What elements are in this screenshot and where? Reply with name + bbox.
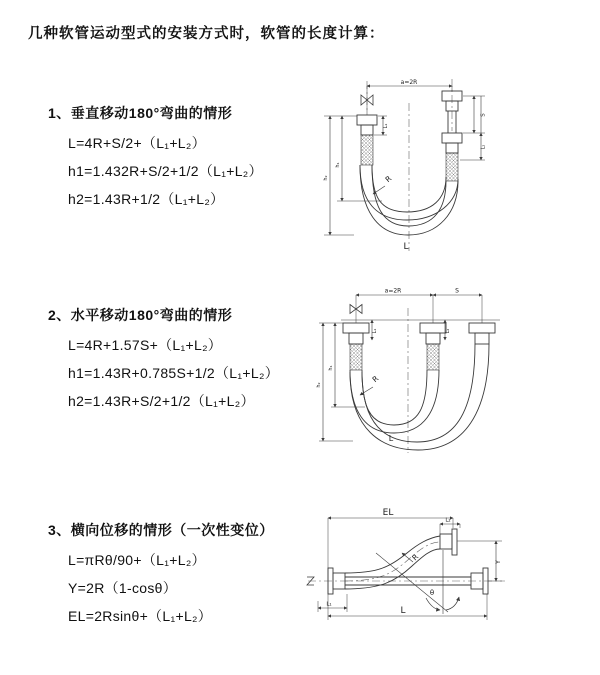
dim-label-l: L: [403, 242, 409, 252]
diagram-lateral-displacement: [300, 498, 600, 660]
section-2-heading: 2、水平移动180°弯曲的情形: [48, 307, 233, 323]
middle-flange: [420, 323, 446, 370]
centerlines: [308, 542, 505, 581]
section-3-heading: 3、横向位移的情形（一次性变位）: [48, 522, 274, 538]
dim-label-l1: L₁: [383, 123, 389, 129]
formula: L=πRθ/90+（L₁+L₂）: [68, 552, 206, 568]
dim-label-y: Y: [494, 560, 502, 564]
section-2-formulas: [68, 335, 279, 411]
dim-label-l2: L₂: [445, 328, 451, 334]
section-3: [48, 520, 274, 634]
dim-label-s: S: [480, 113, 487, 117]
dim-label-l1: L₁: [326, 601, 332, 608]
right-flange-stack: [442, 91, 462, 181]
dim-label-h2: h₂: [323, 175, 329, 181]
dim-label-el: EL: [382, 508, 394, 518]
formula: EL=2Rsinθ+（L₁+L₂）: [68, 608, 213, 624]
formula: L=4R+1.57S+（L₁+L₂）: [68, 337, 223, 353]
upper-flange: [440, 529, 457, 555]
formula: h2=1.43R+S/2+1/2（L₁+L₂）: [68, 393, 255, 409]
dim-label-s: S: [455, 287, 459, 295]
dim-label-l2: L₂: [480, 144, 487, 150]
right-flange: [469, 323, 495, 344]
formula: L=4R+S/2+（L₁+L₂）: [68, 135, 206, 151]
dim-label-a2r: a=2R: [400, 79, 418, 86]
dim-label-r: R: [383, 173, 394, 185]
diagram-horizontal-180-bend: [305, 283, 600, 459]
diagram-vertical-180-bend: [310, 73, 585, 265]
dim-label-l: L: [400, 606, 406, 616]
dimension-lines: [324, 86, 485, 235]
dim-label-h2: h₂: [316, 382, 322, 388]
dimension-lines: [318, 518, 502, 620]
dim-label-l: L: [388, 434, 394, 443]
hose-u-loops: [350, 344, 489, 450]
section-3-formulas: [68, 550, 274, 626]
dim-label-l1: L₁: [372, 328, 378, 334]
section-2: [48, 305, 279, 419]
dim-label-a2r: a=2R: [384, 287, 402, 295]
dim-label-r: R: [410, 552, 421, 563]
dim-label-h1: h₁: [328, 365, 334, 371]
dim-label-h1: h₁: [335, 162, 341, 168]
section-1-heading: 1、垂直移动180°弯曲的情形: [48, 105, 233, 121]
angle-arrows: [426, 597, 459, 610]
dim-label-r: R: [370, 373, 381, 385]
left-flange: [357, 115, 377, 165]
section-1-formulas: [68, 133, 263, 209]
dim-label-theta: θ: [429, 589, 435, 597]
page-title: 几种软管运动型式的安装方式时，软管的长度计算：: [28, 26, 385, 42]
formula: h1=1.432R+S/2+1/2（L₁+L₂）: [68, 163, 263, 179]
formula: Y=2R（1-cosθ）: [68, 580, 178, 596]
formula: h1=1.43R+0.785S+1/2（L₁+L₂）: [68, 365, 279, 381]
formula: h2=1.43R+1/2（L₁+L₂）: [68, 191, 225, 207]
section-1: [48, 103, 263, 217]
dim-label-l2: L₂: [445, 517, 451, 524]
left-flange: [343, 323, 369, 370]
construction-lines: [376, 550, 448, 614]
